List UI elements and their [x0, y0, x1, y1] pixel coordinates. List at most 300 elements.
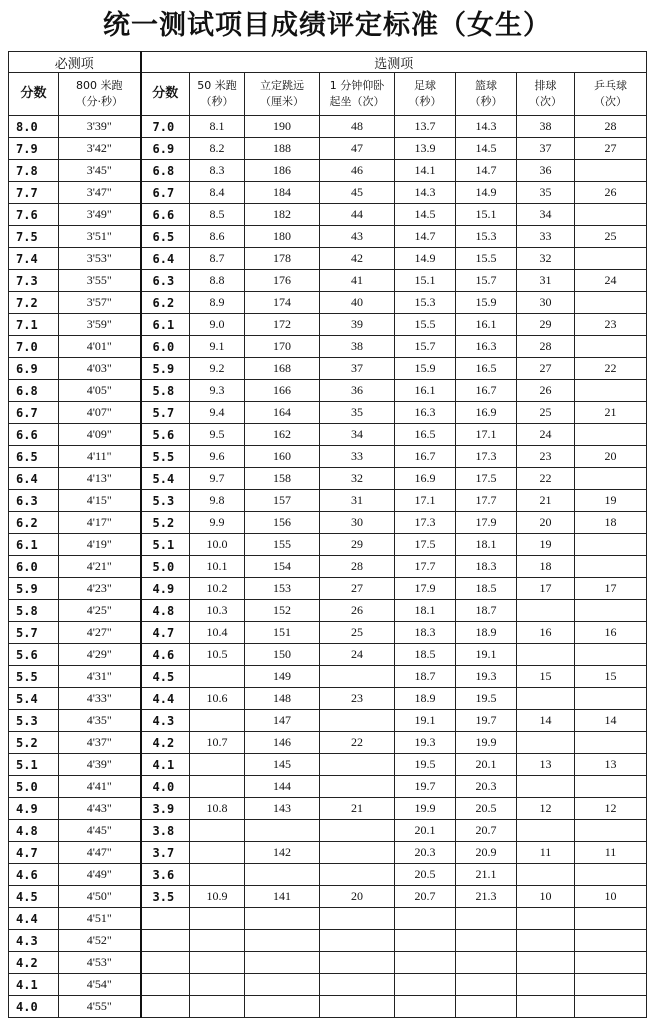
standing-jump-value-cell: 160	[245, 446, 320, 468]
football-value-cell: 15.5	[395, 314, 456, 336]
standing-jump-value-cell: 170	[245, 336, 320, 358]
situp-value-cell: 23	[320, 688, 395, 710]
pingpong-value-cell: 11	[575, 842, 647, 864]
football-value-cell: 14.7	[395, 226, 456, 248]
situp-value-cell	[320, 820, 395, 842]
run50-value-cell: 8.9	[190, 292, 245, 314]
volleyball-value-cell: 37	[517, 138, 575, 160]
standing-jump-value-cell: 186	[245, 160, 320, 182]
situp-value-cell	[320, 908, 395, 930]
standing-jump-value-cell	[245, 952, 320, 974]
run50-value-cell: 10.3	[190, 600, 245, 622]
basketball-value-cell: 18.9	[456, 622, 517, 644]
basketball-value-cell: 20.9	[456, 842, 517, 864]
pingpong-value-cell	[575, 336, 647, 358]
situp-value-cell: 42	[320, 248, 395, 270]
basketball-value-cell: 19.9	[456, 732, 517, 754]
standing-jump-value-cell: 182	[245, 204, 320, 226]
basketball-value-cell: 18.3	[456, 556, 517, 578]
pingpong-value-cell: 23	[575, 314, 647, 336]
table-row	[9, 820, 647, 842]
score-cell: 7.8	[9, 160, 59, 182]
score-cell: 4.4	[9, 908, 59, 930]
football-value-cell: 18.1	[395, 600, 456, 622]
run50-value-cell: 8.4	[190, 182, 245, 204]
run800-value-cell: 3'39"	[59, 116, 141, 138]
standing-jump-value-cell	[245, 864, 320, 886]
run50-value-cell: 10.6	[190, 688, 245, 710]
basketball-value-cell: 18.7	[456, 600, 517, 622]
run50-value-cell: 10.4	[190, 622, 245, 644]
football-value-cell: 19.3	[395, 732, 456, 754]
table-row	[9, 182, 647, 204]
standing-jump-value-cell: 157	[245, 490, 320, 512]
score2-cell: 4.8	[141, 600, 190, 622]
pingpong-value-cell	[575, 534, 647, 556]
run50-value-cell: 8.8	[190, 270, 245, 292]
run800-value-cell: 3'42"	[59, 138, 141, 160]
score-cell: 7.9	[9, 138, 59, 160]
standing-jump-value-cell: 176	[245, 270, 320, 292]
basketball-value-cell	[456, 908, 517, 930]
football-value-cell: 15.3	[395, 292, 456, 314]
football-value-cell: 15.7	[395, 336, 456, 358]
basketball-value-cell: 15.1	[456, 204, 517, 226]
score-cell: 6.6	[9, 424, 59, 446]
score2-cell: 4.9	[141, 578, 190, 600]
score-cell: 5.0	[9, 776, 59, 798]
situp-value-cell	[320, 666, 395, 688]
score2-cell: 6.8	[141, 160, 190, 182]
score-cell: 6.8	[9, 380, 59, 402]
basketball-value-cell: 17.5	[456, 468, 517, 490]
run800-value-cell: 4'27"	[59, 622, 141, 644]
football-value-cell: 13.9	[395, 138, 456, 160]
standards-table	[8, 51, 647, 1018]
standing-jump-value-cell: 180	[245, 226, 320, 248]
volleyball-value-cell: 17	[517, 578, 575, 600]
football-value-cell: 16.3	[395, 402, 456, 424]
run800-value-cell: 4'33"	[59, 688, 141, 710]
situp-value-cell: 24	[320, 644, 395, 666]
score-cell: 7.7	[9, 182, 59, 204]
volleyball-value-cell	[517, 820, 575, 842]
volleyball-value-cell	[517, 600, 575, 622]
pingpong-value-cell	[575, 820, 647, 842]
score2-cell	[141, 974, 190, 996]
run800-value-cell: 4'54"	[59, 974, 141, 996]
page-title: 统一测试项目成绩评定标准（女生）	[103, 9, 551, 41]
standing-jump-value-cell	[245, 908, 320, 930]
run50-value-cell: 10.7	[190, 732, 245, 754]
table-row	[9, 314, 647, 336]
pingpong-value-cell: 12	[575, 798, 647, 820]
football-value-cell: 16.1	[395, 380, 456, 402]
run50-value-cell: 10.0	[190, 534, 245, 556]
basketball-value-cell: 20.1	[456, 754, 517, 776]
situp-value-cell: 31	[320, 490, 395, 512]
situp-value-cell: 38	[320, 336, 395, 358]
run50-value-cell: 10.2	[190, 578, 245, 600]
volleyball-value-cell: 20	[517, 512, 575, 534]
standing-jump-value-cell: 153	[245, 578, 320, 600]
run50-value-cell	[190, 820, 245, 842]
standing-jump-value-cell: 164	[245, 402, 320, 424]
table-body	[9, 116, 647, 1018]
score2-cell: 3.9	[141, 798, 190, 820]
standing-jump-value-cell: 141	[245, 886, 320, 908]
table-row	[9, 358, 647, 380]
standing-jump-value-cell: 143	[245, 798, 320, 820]
run50-value-cell	[190, 930, 245, 952]
table-row	[9, 754, 647, 776]
football-value-cell	[395, 908, 456, 930]
run50-value-cell: 9.4	[190, 402, 245, 424]
run50-value-cell: 9.6	[190, 446, 245, 468]
standing-jump-value-cell: 145	[245, 754, 320, 776]
football-value-cell: 16.7	[395, 446, 456, 468]
standing-jump-value-cell: 146	[245, 732, 320, 754]
pingpong-value-cell	[575, 600, 647, 622]
run50-value-cell: 10.8	[190, 798, 245, 820]
basketball-value-cell: 16.9	[456, 402, 517, 424]
table-row	[9, 468, 647, 490]
football-value-cell: 13.7	[395, 116, 456, 138]
basketball-value-cell	[456, 930, 517, 952]
basketball-value-cell: 20.5	[456, 798, 517, 820]
run50-value-cell	[190, 666, 245, 688]
basketball-value-cell: 18.5	[456, 578, 517, 600]
run800-value-cell: 4'01"	[59, 336, 141, 358]
score-cell: 8.0	[9, 116, 59, 138]
standing-jump-value-cell	[245, 974, 320, 996]
run50-value-cell: 9.1	[190, 336, 245, 358]
situp-value-cell: 43	[320, 226, 395, 248]
score-cell: 7.5	[9, 226, 59, 248]
volleyball-value-cell: 32	[517, 248, 575, 270]
pingpong-value-cell	[575, 952, 647, 974]
pingpong-value-cell: 20	[575, 446, 647, 468]
run800-value-cell: 4'53"	[59, 952, 141, 974]
pingpong-value-cell	[575, 380, 647, 402]
score-header: 分数	[9, 73, 59, 116]
situp-value-cell: 29	[320, 534, 395, 556]
score-cell: 6.1	[9, 534, 59, 556]
score2-cell: 5.9	[141, 358, 190, 380]
basketball-value-cell: 17.7	[456, 490, 517, 512]
score2-cell: 3.6	[141, 864, 190, 886]
basketball-value-cell: 15.7	[456, 270, 517, 292]
score2-cell: 5.4	[141, 468, 190, 490]
situp-value-cell: 30	[320, 512, 395, 534]
standing-jump-value-cell	[245, 996, 320, 1018]
football-value-cell	[395, 974, 456, 996]
score2-cell: 6.4	[141, 248, 190, 270]
run800-value-cell: 4'29"	[59, 644, 141, 666]
situp-value-cell: 32	[320, 468, 395, 490]
football-value-cell: 15.1	[395, 270, 456, 292]
situp-value-cell: 48	[320, 116, 395, 138]
score2-cell: 5.2	[141, 512, 190, 534]
football-value-cell: 17.1	[395, 490, 456, 512]
run800-value-cell: 4'07"	[59, 402, 141, 424]
volleyball-value-cell: 26	[517, 380, 575, 402]
score2-cell: 5.1	[141, 534, 190, 556]
run800-value-cell: 3'51"	[59, 226, 141, 248]
volleyball-value-cell	[517, 908, 575, 930]
situp-value-cell	[320, 842, 395, 864]
pingpong-value-cell: 17	[575, 578, 647, 600]
football-value-cell: 17.3	[395, 512, 456, 534]
score2-cell: 4.1	[141, 754, 190, 776]
score2-cell: 4.5	[141, 666, 190, 688]
table-row	[9, 886, 647, 908]
run50-value-cell: 9.7	[190, 468, 245, 490]
table-row	[9, 336, 647, 358]
situp-value-cell	[320, 864, 395, 886]
standing-jump-value-cell: 178	[245, 248, 320, 270]
pingpong-value-cell: 25	[575, 226, 647, 248]
football-value-cell: 17.7	[395, 556, 456, 578]
run50-value-cell: 8.6	[190, 226, 245, 248]
table-row	[9, 578, 647, 600]
situp-value-cell: 20	[320, 886, 395, 908]
table-row	[9, 446, 647, 468]
situp-value-cell: 27	[320, 578, 395, 600]
football-value-cell: 20.7	[395, 886, 456, 908]
table-row	[9, 556, 647, 578]
football-value-cell: 18.5	[395, 644, 456, 666]
basketball-value-cell: 17.3	[456, 446, 517, 468]
score-cell: 6.2	[9, 512, 59, 534]
volleyball-value-cell: 28	[517, 336, 575, 358]
score-cell: 6.4	[9, 468, 59, 490]
pingpong-value-cell	[575, 732, 647, 754]
volleyball-value-cell: 38	[517, 116, 575, 138]
run800-value-cell: 4'19"	[59, 534, 141, 556]
score2-cell: 5.7	[141, 402, 190, 424]
score-cell: 5.4	[9, 688, 59, 710]
score-cell: 4.8	[9, 820, 59, 842]
football-value-cell: 15.9	[395, 358, 456, 380]
table-row	[9, 248, 647, 270]
pingpong-value-cell	[575, 996, 647, 1018]
basketball-value-cell: 19.1	[456, 644, 517, 666]
score2-cell: 6.7	[141, 182, 190, 204]
football-value-cell	[395, 996, 456, 1018]
basketball-value-cell: 14.3	[456, 116, 517, 138]
football-value-cell: 20.1	[395, 820, 456, 842]
score2-cell: 6.3	[141, 270, 190, 292]
run50-value-cell: 8.1	[190, 116, 245, 138]
score-cell: 6.0	[9, 556, 59, 578]
volleyball-value-cell: 19	[517, 534, 575, 556]
volleyball-value-cell: 16	[517, 622, 575, 644]
standing-jump-value-cell: 152	[245, 600, 320, 622]
pingpong-value-cell: 14	[575, 710, 647, 732]
optional-group-header: 选测项	[141, 52, 647, 73]
pingpong-value-cell: 15	[575, 666, 647, 688]
standing-jump-value-cell	[245, 820, 320, 842]
situp-value-cell	[320, 996, 395, 1018]
run50-value-cell: 9.3	[190, 380, 245, 402]
pingpong-value-cell	[575, 248, 647, 270]
pingpong-value-cell: 28	[575, 116, 647, 138]
situp-value-cell	[320, 754, 395, 776]
run800-value-cell: 4'15"	[59, 490, 141, 512]
run800-value-cell: 4'41"	[59, 776, 141, 798]
score-cell: 7.2	[9, 292, 59, 314]
score-cell: 4.7	[9, 842, 59, 864]
volleyball-value-cell	[517, 732, 575, 754]
football-value-cell: 19.9	[395, 798, 456, 820]
basketball-value-cell: 17.1	[456, 424, 517, 446]
table-row	[9, 160, 647, 182]
football-value-cell: 16.5	[395, 424, 456, 446]
volleyball-header: 排球 （次）	[517, 73, 575, 116]
score-cell: 7.1	[9, 314, 59, 336]
volleyball-value-cell	[517, 688, 575, 710]
score-cell: 6.7	[9, 402, 59, 424]
volleyball-value-cell	[517, 776, 575, 798]
table-row	[9, 622, 647, 644]
run800-value-cell: 4'13"	[59, 468, 141, 490]
basketball-value-cell: 18.1	[456, 534, 517, 556]
run800-value-cell: 4'23"	[59, 578, 141, 600]
situp-value-cell: 37	[320, 358, 395, 380]
run50-value-cell: 10.5	[190, 644, 245, 666]
standing-jump-value-cell: 154	[245, 556, 320, 578]
score2-cell	[141, 952, 190, 974]
run50-value-cell: 9.9	[190, 512, 245, 534]
pingpong-value-cell: 10	[575, 886, 647, 908]
volleyball-value-cell: 12	[517, 798, 575, 820]
volleyball-value-cell: 24	[517, 424, 575, 446]
score-cell: 4.0	[9, 996, 59, 1018]
pingpong-value-cell: 19	[575, 490, 647, 512]
football-value-cell: 14.9	[395, 248, 456, 270]
run800-value-cell: 4'17"	[59, 512, 141, 534]
run50-value-cell: 10.9	[190, 886, 245, 908]
volleyball-value-cell	[517, 930, 575, 952]
score2-cell: 4.0	[141, 776, 190, 798]
score-cell: 4.3	[9, 930, 59, 952]
score2-cell: 4.2	[141, 732, 190, 754]
pingpong-value-cell	[575, 776, 647, 798]
run800-value-cell: 3'55"	[59, 270, 141, 292]
run800-value-cell: 4'45"	[59, 820, 141, 842]
table-row	[9, 732, 647, 754]
situp-value-cell: 44	[320, 204, 395, 226]
basketball-header: 篮球 （秒）	[456, 73, 517, 116]
volleyball-value-cell: 10	[517, 886, 575, 908]
standing-jump-value-cell: 190	[245, 116, 320, 138]
run50-value-cell: 8.7	[190, 248, 245, 270]
football-value-cell: 14.3	[395, 182, 456, 204]
score2-cell	[141, 930, 190, 952]
score2-cell: 3.5	[141, 886, 190, 908]
run50-value-cell	[190, 908, 245, 930]
pingpong-value-cell: 24	[575, 270, 647, 292]
run800-value-cell: 3'49"	[59, 204, 141, 226]
table-row	[9, 490, 647, 512]
situp-value-cell: 41	[320, 270, 395, 292]
volleyball-value-cell: 35	[517, 182, 575, 204]
pingpong-value-cell	[575, 292, 647, 314]
standing-jump-value-cell	[245, 930, 320, 952]
run800-value-cell: 4'31"	[59, 666, 141, 688]
run800-value-cell: 3'47"	[59, 182, 141, 204]
run800-value-cell: 4'51"	[59, 908, 141, 930]
basketball-value-cell: 21.3	[456, 886, 517, 908]
standing-jump-value-cell: 166	[245, 380, 320, 402]
volleyball-value-cell	[517, 864, 575, 886]
score2-cell	[141, 908, 190, 930]
volleyball-value-cell: 13	[517, 754, 575, 776]
basketball-value-cell: 15.5	[456, 248, 517, 270]
run800-value-cell: 4'39"	[59, 754, 141, 776]
volleyball-value-cell	[517, 974, 575, 996]
standing-jump-value-cell: 188	[245, 138, 320, 160]
pingpong-value-cell	[575, 204, 647, 226]
volleyball-value-cell	[517, 952, 575, 974]
pingpong-value-cell	[575, 424, 647, 446]
football-value-cell: 19.5	[395, 754, 456, 776]
basketball-value-cell: 17.9	[456, 512, 517, 534]
table-row	[9, 600, 647, 622]
run800-value-cell: 4'49"	[59, 864, 141, 886]
pingpong-value-cell: 27	[575, 138, 647, 160]
football-value-cell: 17.5	[395, 534, 456, 556]
run50-value-cell	[190, 710, 245, 732]
volleyball-value-cell: 29	[517, 314, 575, 336]
pingpong-value-cell	[575, 160, 647, 182]
score-cell: 7.4	[9, 248, 59, 270]
standing-jump-value-cell: 156	[245, 512, 320, 534]
table-row	[9, 138, 647, 160]
standing-jump-value-cell: 162	[245, 424, 320, 446]
score2-cell: 6.5	[141, 226, 190, 248]
football-value-cell: 18.9	[395, 688, 456, 710]
run800-header: 800 米跑 （分·秒）	[59, 73, 141, 116]
score2-cell: 5.6	[141, 424, 190, 446]
basketball-value-cell: 16.5	[456, 358, 517, 380]
score2-cell: 4.7	[141, 622, 190, 644]
run50-value-cell: 9.2	[190, 358, 245, 380]
run800-value-cell: 4'47"	[59, 842, 141, 864]
score-cell: 5.7	[9, 622, 59, 644]
standing-jump-value-cell: 172	[245, 314, 320, 336]
table-row	[9, 534, 647, 556]
pingpong-value-cell: 22	[575, 358, 647, 380]
situp-value-cell: 25	[320, 622, 395, 644]
situp-value-cell: 47	[320, 138, 395, 160]
table-row	[9, 226, 647, 248]
pingpong-value-cell	[575, 644, 647, 666]
basketball-value-cell: 19.5	[456, 688, 517, 710]
situp-value-cell: 22	[320, 732, 395, 754]
score-cell: 5.9	[9, 578, 59, 600]
run50-value-cell	[190, 996, 245, 1018]
standing-jump-value-cell: 147	[245, 710, 320, 732]
situp-value-cell: 35	[320, 402, 395, 424]
basketball-value-cell	[456, 996, 517, 1018]
basketball-value-cell: 15.3	[456, 226, 517, 248]
volleyball-value-cell: 31	[517, 270, 575, 292]
volleyball-value-cell: 11	[517, 842, 575, 864]
required-group-header: 必测项	[9, 52, 141, 73]
situp-value-cell	[320, 930, 395, 952]
